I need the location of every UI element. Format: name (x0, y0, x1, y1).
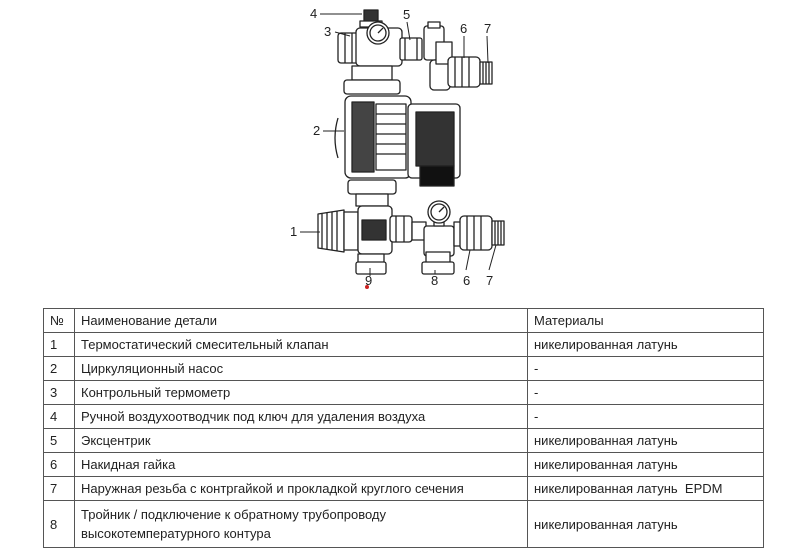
row-num: 3 (44, 381, 75, 405)
row-num: 5 (44, 429, 75, 453)
pump-top-connector-part (344, 66, 400, 94)
row-material: никелированная латунь (528, 333, 764, 357)
row-part-name: Эксцентрик (75, 429, 528, 453)
row-material: - (528, 357, 764, 381)
row-part-name: Ручной воздухоотводчик под ключ для удаления воздуха (75, 405, 528, 429)
table-row (44, 453, 764, 477)
callout-7-bottom: 7 (486, 273, 494, 288)
callout-2: 2 (313, 123, 321, 138)
row-part-name: Циркуляционный насос (75, 357, 528, 381)
callout-7-top: 7 (484, 21, 492, 36)
callout-6-top: 6 (460, 21, 468, 36)
row-part-name: Термостатический смесительный клапан (75, 333, 528, 357)
table-row (44, 429, 764, 453)
circulation-pump-part (335, 96, 460, 186)
table-row (44, 357, 764, 381)
top-thread-part (480, 62, 492, 84)
top-union-nut-part (448, 57, 480, 87)
bottom-thermometer-part (428, 201, 450, 226)
table-row (44, 477, 764, 501)
row-material: никелированная латунь (528, 501, 764, 548)
bottom-union-nut-part (454, 216, 492, 250)
row-part-name (75, 501, 528, 548)
top-thermometer-part (367, 22, 389, 44)
row-num: 4 (44, 405, 75, 429)
header-part-name: Наименование детали (75, 309, 528, 333)
row-num: 6 (44, 453, 75, 477)
tee-fitting-part (412, 222, 454, 274)
row-part-name: Контрольный термометр (75, 381, 528, 405)
table-row (44, 381, 764, 405)
row-num: 2 (44, 357, 75, 381)
row-num: 8 (44, 501, 75, 548)
table-row (44, 501, 764, 548)
callout-5: 5 (403, 7, 411, 22)
table-header-row (44, 309, 764, 333)
table-row (44, 405, 764, 429)
row-num: 7 (44, 477, 75, 501)
callout-8: 8 (431, 273, 439, 288)
row-material: - (528, 381, 764, 405)
row-num: 1 (44, 333, 75, 357)
row-part-name-line2: высокотемпературного контура (81, 526, 271, 541)
callout-1: 1 (290, 224, 298, 239)
row-material: никелированная латунь (528, 429, 764, 453)
thermostatic-valve-part (318, 210, 358, 252)
bottom-outlet-9-part (356, 254, 386, 274)
row-part-name: Наружная резьба с контргайкой и прокладкой круглого сечения (75, 477, 528, 501)
row-part-name-line1: Тройник / подключение к обратному трубопроводу (81, 507, 386, 522)
mixing-valve-body-part (358, 206, 412, 254)
row-material: никелированная латунь EPDM (528, 477, 764, 501)
callout-6-bottom: 6 (463, 273, 471, 288)
callout-9: 9 (365, 273, 373, 288)
header-num: № (44, 309, 75, 333)
row-material: - (528, 405, 764, 429)
bottom-thread-part (492, 221, 504, 245)
parts-table (43, 308, 764, 548)
table-row (44, 333, 764, 357)
header-materials: Материалы (528, 309, 764, 333)
pump-bottom-connector-part (348, 180, 396, 206)
row-material: никелированная латунь (528, 453, 764, 477)
row-part-name: Накидная гайка (75, 453, 528, 477)
callout-3: 3 (324, 24, 332, 39)
callout-4: 4 (310, 6, 318, 21)
